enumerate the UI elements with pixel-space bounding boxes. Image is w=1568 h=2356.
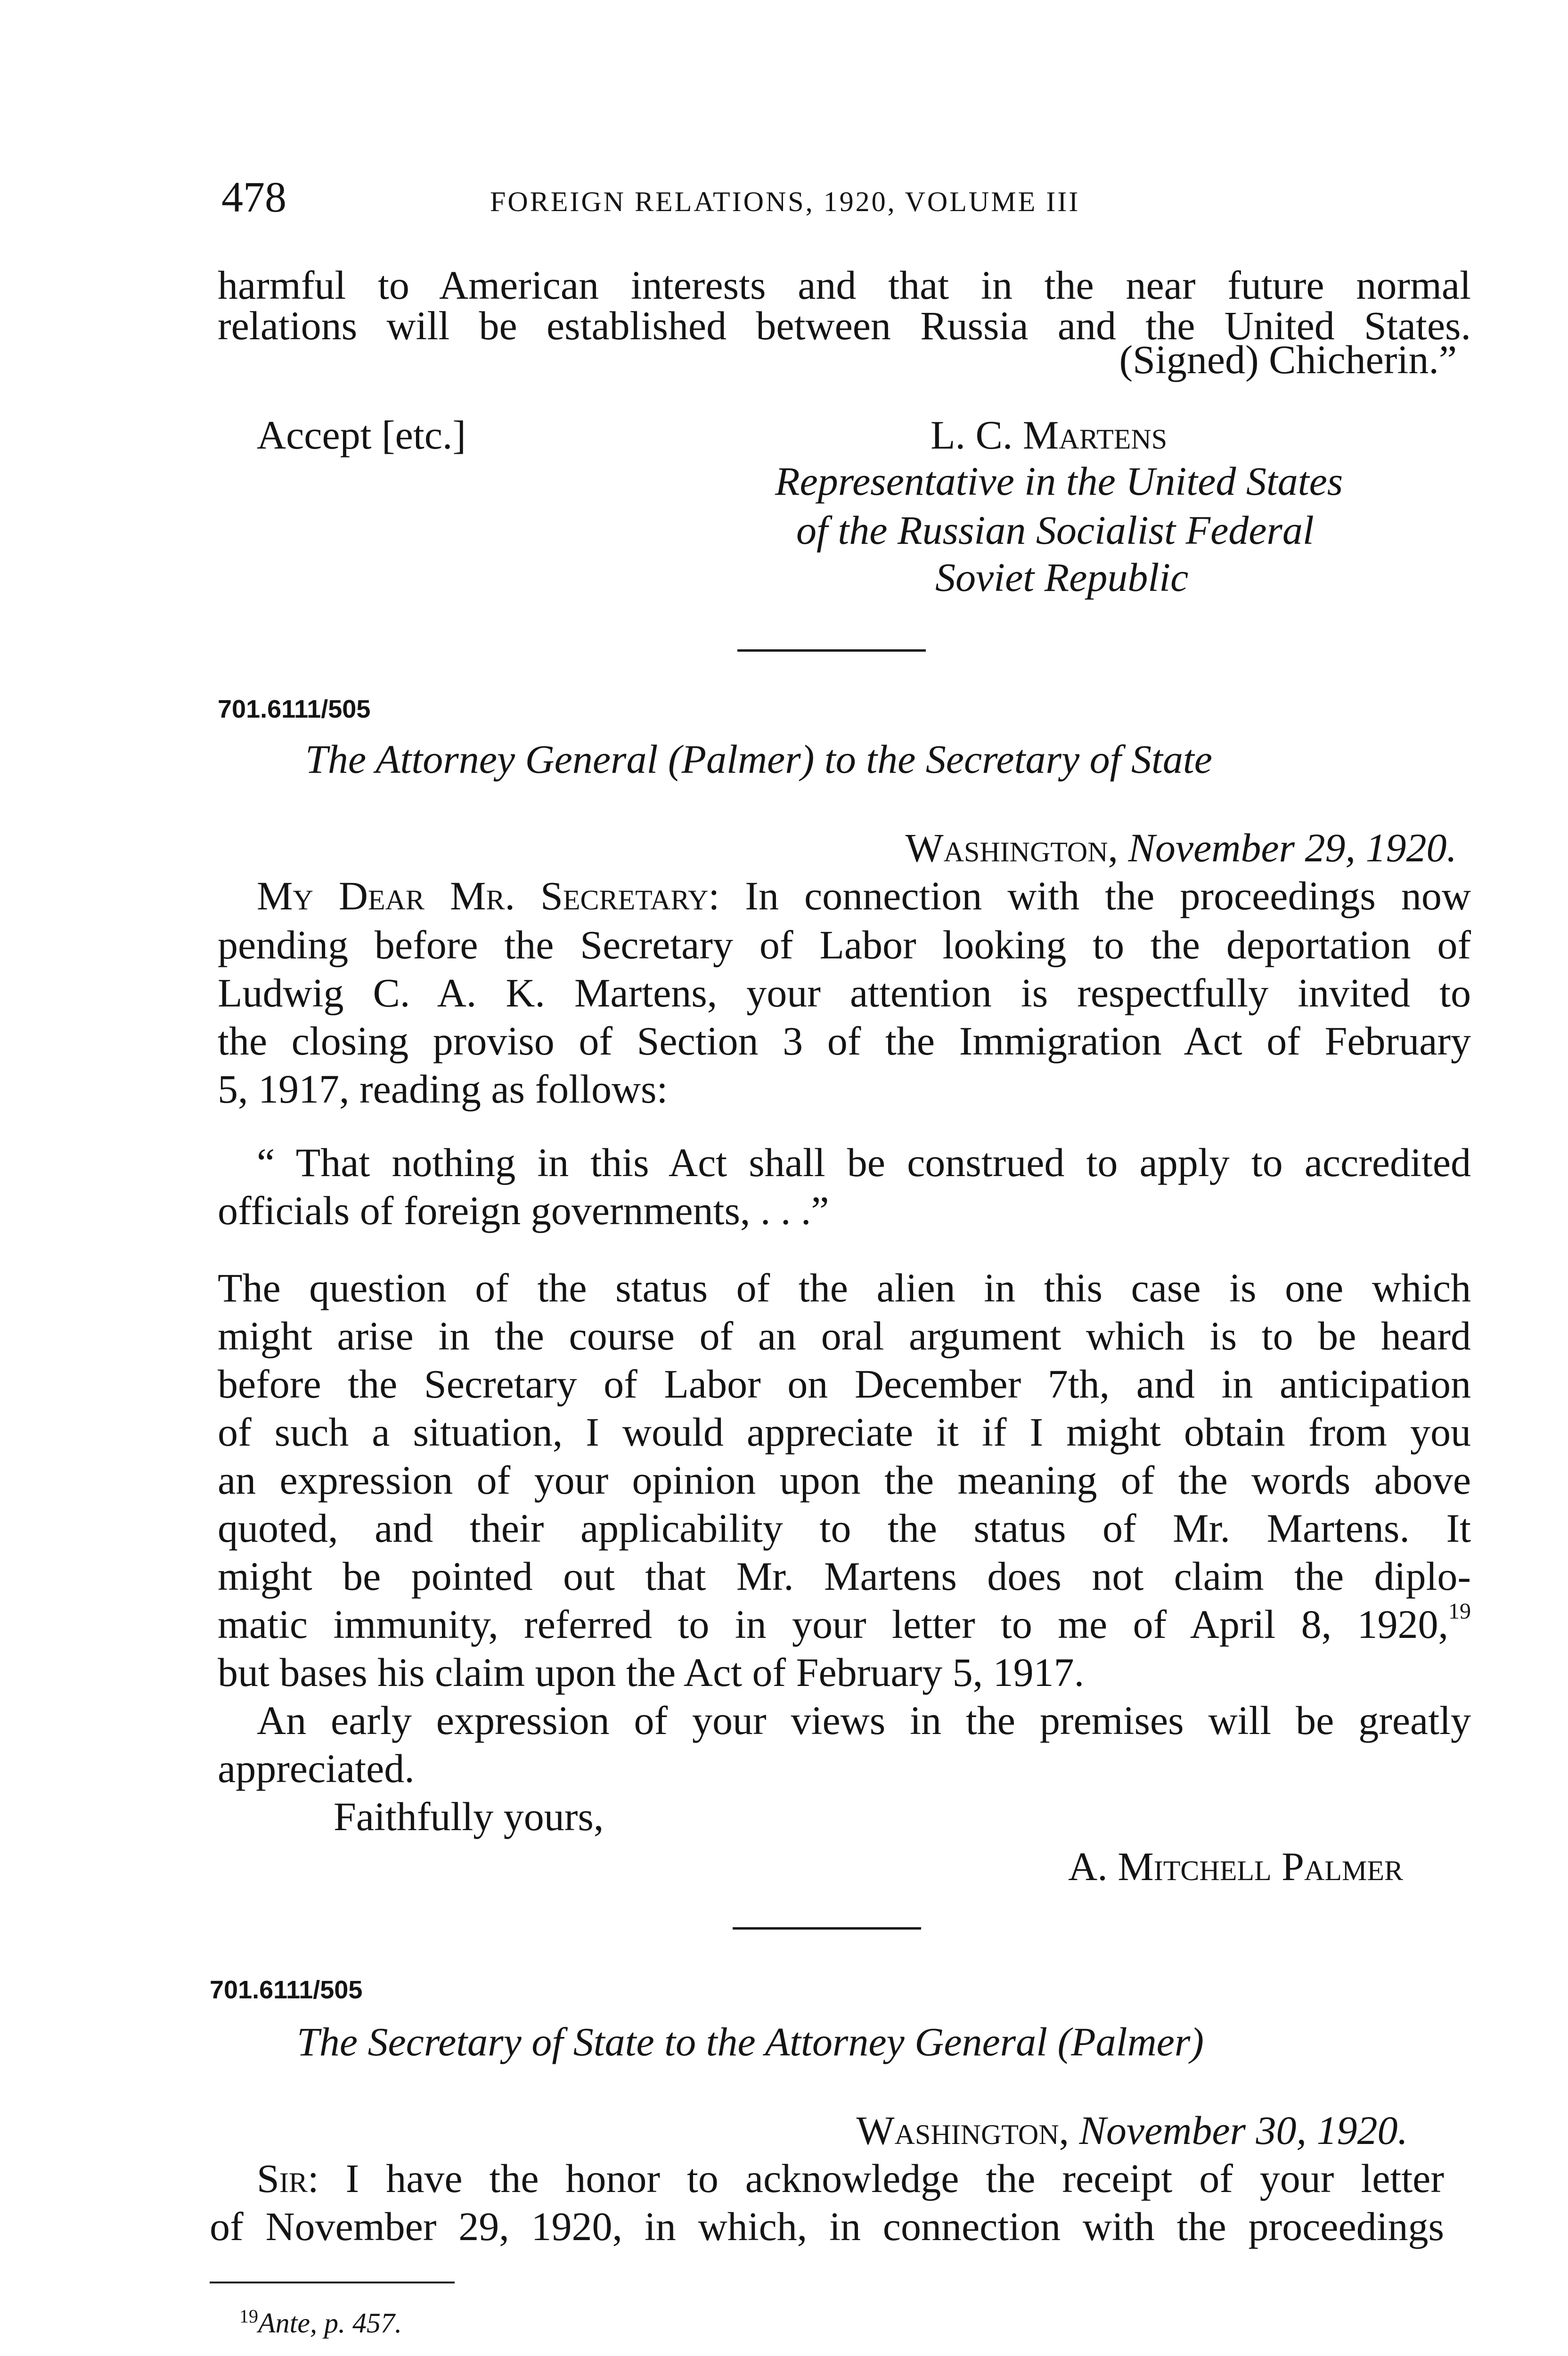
martens-title-line-1: Representative in the United States — [775, 458, 1343, 504]
section-divider-1 — [737, 649, 926, 652]
doc1-para2-line-5: an expression of your opinion upon the meaning of the words above — [218, 1457, 1471, 1503]
carryover-line-2: relations will be established between Russia and the United States. — [218, 303, 1471, 348]
doc1-para2-line-1: The question of the status of the alien in this case is one which — [218, 1265, 1471, 1310]
doc1-para1-line-1 — [257, 875, 1471, 916]
doc1-valediction: Faithfully yours, — [334, 1794, 604, 1839]
doc1-para1-text-1: : In connection with the proceedings now — [708, 873, 1471, 918]
doc1-dateline: Washington, November 29, 1920. — [905, 825, 1457, 870]
file-number-2: 701.6111/505 — [210, 1976, 363, 2004]
page-number: 478 — [221, 173, 286, 221]
doc1-para1-line-4: the closing proviso of Section 3 of the Immigration Act of February — [218, 1018, 1471, 1063]
doc2-heading: The Secretary of State to the Attorney General (Palmer) — [297, 2019, 1204, 2064]
martens-title-line-2: of the Russian Socialist Federal — [796, 507, 1314, 553]
doc1-quote-line-1: “ That nothing in this Act shall be construed to apply to accredited — [257, 1140, 1471, 1185]
doc1-para1-line-2: pending before the Secretary of Labor looking to the deportation of — [218, 922, 1471, 967]
file-number-1: 701.6111/505 — [218, 695, 371, 723]
doc1-para3-line-1: An early expression of your views in the premises will be greatly — [257, 1698, 1471, 1743]
footnote — [239, 2306, 402, 2339]
doc2-para1-line-1 — [257, 2158, 1444, 2199]
doc1-quote-line-2: officials of foreign governments, . . .” — [218, 1188, 829, 1233]
footnote-rule — [210, 2282, 455, 2283]
doc1-para2-line-4: of such a situation, I would appreciate it if I might obtain from you — [218, 1409, 1471, 1455]
footnote-text: Ante, p. 457. — [258, 2307, 402, 2339]
doc1-heading: The Attorney General (Palmer) to the Secretary of State — [305, 736, 1212, 782]
palmer-initial: A. — [1068, 1844, 1118, 1889]
martens-surname: Martens — [1022, 412, 1168, 458]
doc1-signature — [1068, 1846, 1403, 1887]
doc1-para2-line-9: but bases his claim upon the Act of February 5, 1917. — [218, 1650, 1085, 1695]
doc1-para2-line-8 — [218, 1599, 1471, 1647]
doc2-para1-text-1: : I have the honor to acknowledge the receipt of your letter — [307, 2156, 1444, 2201]
martens-signature — [931, 412, 1168, 458]
doc1-para2-line-3: before the Secretary of Labor on December 7th, and in anticipation — [218, 1361, 1471, 1407]
martens-initials: L. C. — [931, 412, 1023, 458]
footnote-reference-19: 19 — [1448, 1599, 1471, 1624]
doc2-dateline: Washington, November 30, 1920. — [856, 2108, 1408, 2153]
doc1-para1-line-5: 5, 1917, reading as follows: — [218, 1066, 668, 1112]
signed-chicherin: (Signed) Chicherin.” — [1119, 337, 1457, 382]
doc1-para3-line-2: appreciated. — [218, 1746, 415, 1791]
running-title: FOREIGN RELATIONS, 1920, VOLUME III — [490, 186, 1080, 217]
doc1-para2-line-7: might be pointed out that Mr. Martens does not claim the diplo- — [218, 1554, 1471, 1599]
doc1-para1-line-3: Ludwig C. A. K. Martens, your attention is respectfully invited to — [218, 970, 1471, 1015]
doc2-date: November 30, 1920. — [1079, 2108, 1408, 2153]
palmer-name: Mitchell Palmer — [1118, 1844, 1403, 1889]
doc2-salutation: Sir — [257, 2156, 308, 2201]
accept-etc: Accept [etc.] — [257, 412, 466, 458]
doc1-para2-line-2: might arise in the course of an oral argument which is to be heard — [218, 1313, 1471, 1358]
doc1-para2-line-6: quoted, and their applicability to the status of Mr. Martens. It — [218, 1505, 1471, 1551]
doc1-para2-text-8: matic immunity, referred to in your letter to me of April 8, 1920, — [218, 1602, 1448, 1647]
section-divider-2 — [733, 1927, 921, 1930]
doc1-place: Washington — [905, 825, 1108, 870]
footnote-number: 19 — [239, 2306, 258, 2327]
doc1-date: November 29, 1920. — [1128, 825, 1457, 870]
martens-title-line-3: Soviet Republic — [935, 555, 1189, 600]
doc1-salutation: My Dear Mr. Secretary — [257, 873, 709, 918]
doc2-para1-line-2: of November 29, 1920, in which, in connection with the proceedings — [210, 2204, 1444, 2249]
doc2-place: Washington — [856, 2108, 1059, 2153]
carryover-line-1: harmful to American interests and that in the near future normal — [218, 262, 1471, 308]
